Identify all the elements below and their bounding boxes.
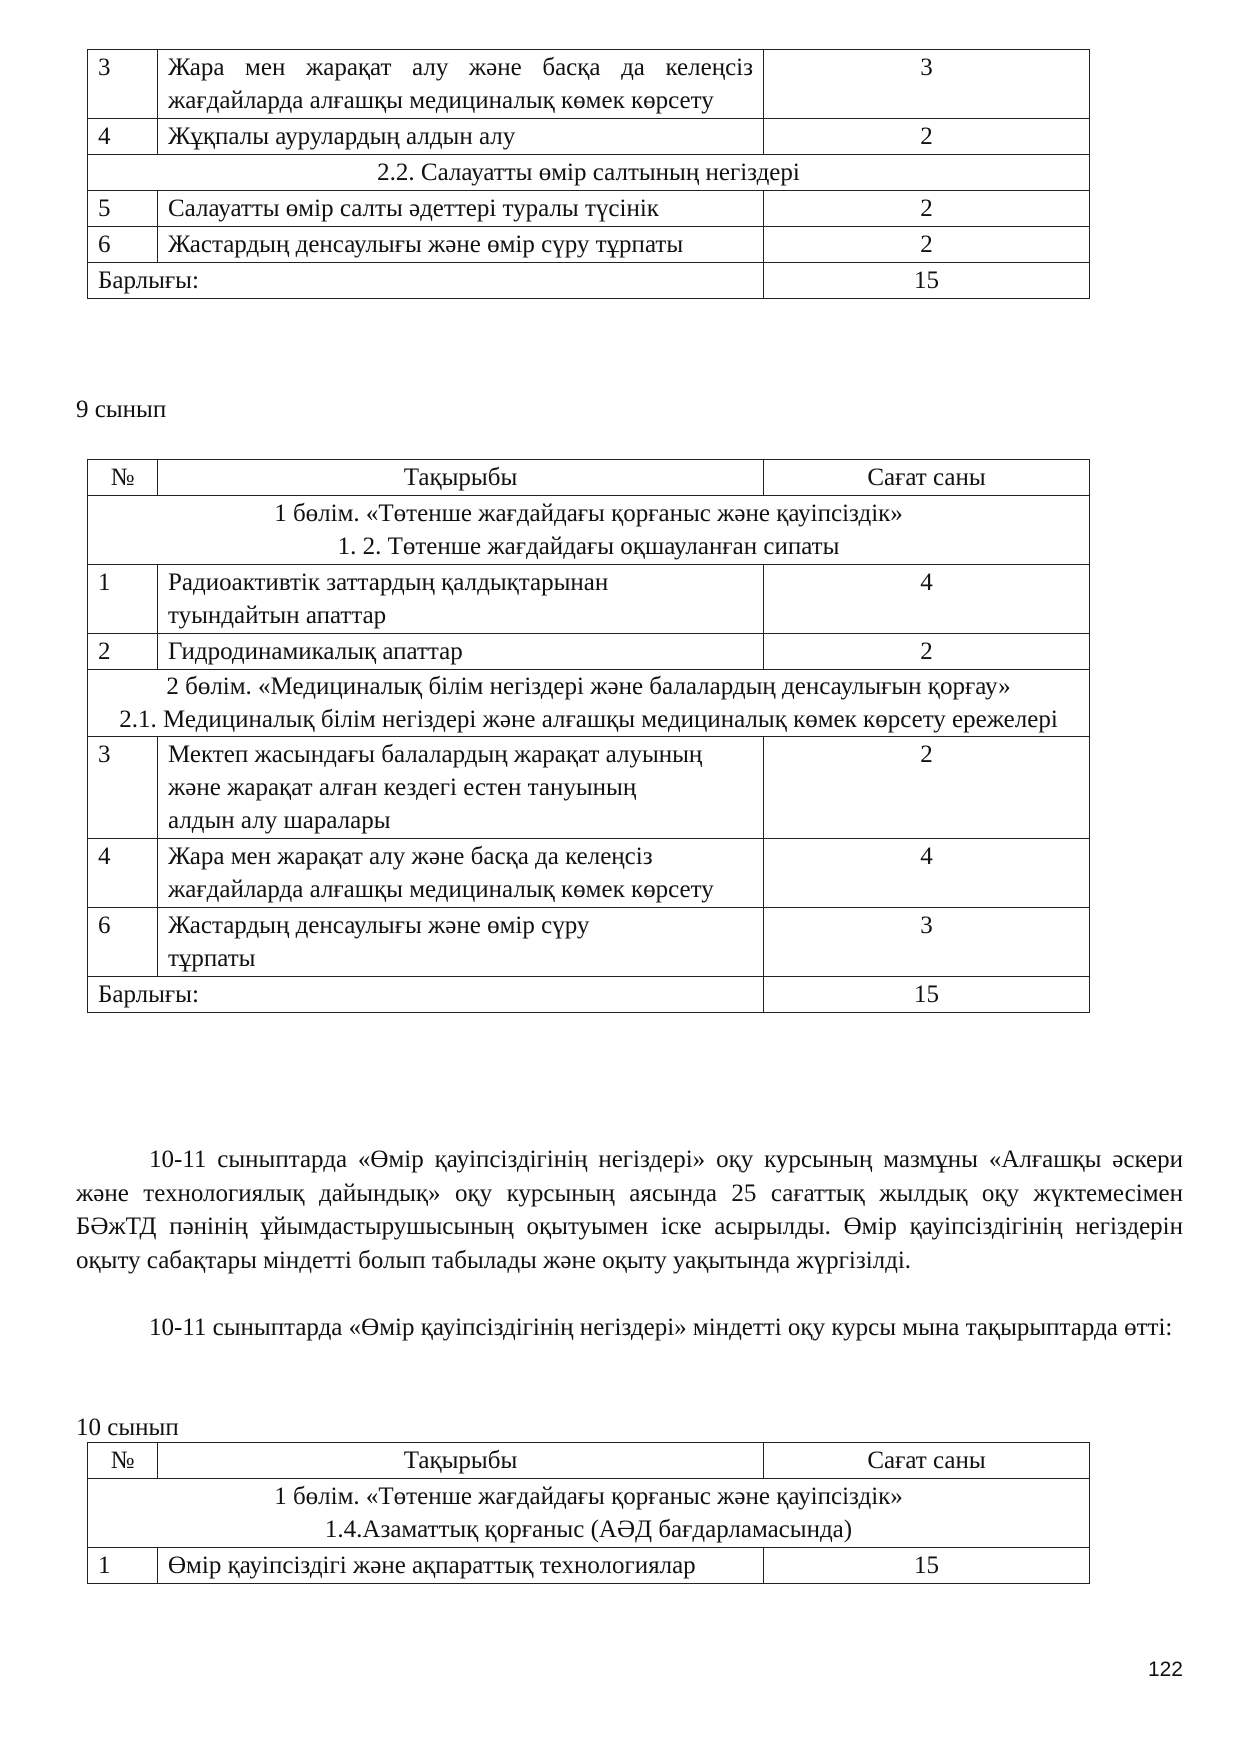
- row-hours: 3: [764, 908, 1090, 977]
- total-row: [88, 263, 1090, 299]
- grade10-heading: 10 сынып: [76, 1414, 179, 1441]
- table-row: [88, 839, 1090, 908]
- table-row: [88, 908, 1090, 977]
- row-hours: 4: [764, 839, 1090, 908]
- row-topic: Мектеп жасындағы балалардың жарақат алуының және жарақат алған кездегі естен тануының алдын алу шаралары: [158, 737, 764, 839]
- row-topic: Жұқпалы аурулардың алдын алу: [158, 119, 764, 155]
- section-line: 1 бөлім. «Төтенше жағдайдағы қорғаныс және қауіпсіздік»: [274, 1483, 903, 1510]
- section-title: [88, 1479, 1090, 1548]
- row-hours: 2: [764, 634, 1090, 670]
- body-paragraph: 10-11 сыныптарда «Өмір қауіпсіздігінің негіздері» міндетті оқу курсы мына тақырыптарда өтті:: [149, 1314, 1173, 1341]
- section-subtitle: 2.1. Медициналық білім негіздері және алғашқы медициналық көмек көрсету ережелері: [119, 706, 1058, 733]
- table-grade9: [87, 459, 1090, 1013]
- row-number: 3: [88, 737, 158, 839]
- total-row: [88, 977, 1090, 1013]
- row-number: 5: [88, 191, 158, 227]
- section-title: [88, 496, 1090, 565]
- row-hours: 2: [764, 737, 1090, 839]
- row-topic: Салауатты өмір салты әдеттері туралы түсінік: [158, 191, 764, 227]
- row-number: 4: [88, 839, 158, 908]
- table-row: [88, 634, 1090, 670]
- section-subtitle: 1. 2. Төтенше жағдайдағы оқшауланған сипаты: [337, 533, 840, 560]
- header-topic: Тақырыбы: [158, 460, 764, 496]
- grade9-heading: 9 сынып: [76, 396, 167, 423]
- table-row: [88, 227, 1090, 263]
- total-label: Барлығы:: [88, 263, 764, 299]
- header-hours: Сағат саны: [764, 460, 1090, 496]
- page-number: 122: [1147, 1658, 1183, 1681]
- row-hours: 2: [764, 227, 1090, 263]
- table-row: [88, 1548, 1090, 1584]
- row-hours: 3: [764, 50, 1090, 119]
- body-paragraph: 10-11 сыныптарда «Өмір қауіпсіздігінің негіздері» оқу курсының мазмұны «Алғашқы әскери және технологиялық дайындық» оқу курсының аясында 25 сағаттық жылдық оқу жүктемесімен БӘжТД пәнінің ұйымдастырушысының оқытуымен іске асырылды. Өмір қауіпсіздігінің негіздерін оқыту сабақтары міндетті болып табылады және оқыту уақытында жүргізілді.: [76, 1146, 1183, 1274]
- total-hours: 15: [764, 263, 1090, 299]
- section-row: [88, 496, 1090, 565]
- row-number: 6: [88, 908, 158, 977]
- section-line: 1 бөлім. «Төтенше жағдайдағы қорғаныс және қауіпсіздік»: [274, 500, 903, 527]
- section-title: [88, 670, 1090, 737]
- row-number: 3: [88, 50, 158, 119]
- table-continuation: [87, 49, 1090, 299]
- table-row: [88, 737, 1090, 839]
- row-topic: Жастардың денсаулығы және өмір сүру тұрпаты: [158, 227, 764, 263]
- section-row: [88, 1479, 1090, 1548]
- table-row: [88, 191, 1090, 227]
- section-title: 2.2. Салауатты өмір салтының негіздері: [88, 155, 1090, 191]
- header-topic: Тақырыбы: [158, 1443, 764, 1479]
- row-number: 1: [88, 1548, 158, 1584]
- row-number: 1: [88, 565, 158, 634]
- total-hours: 15: [764, 977, 1090, 1013]
- row-number: 2: [88, 634, 158, 670]
- row-topic: Жара мен жарақат алу және басқа да келеңсіз жағдайларда алғашқы медициналық көмек көрсету: [158, 50, 764, 119]
- section-line: 2 бөлім. «Медициналық білім негіздері және балалардың денсаулығын қорғау»: [166, 673, 1011, 700]
- row-topic: Өмір қауіпсіздігі және ақпараттық технологиялар: [158, 1548, 764, 1584]
- table-row: [88, 50, 1090, 119]
- header-number: №: [88, 460, 158, 496]
- row-hours: 4: [764, 565, 1090, 634]
- section-row: [88, 670, 1090, 737]
- header-number: №: [88, 1443, 158, 1479]
- header-hours: Сағат саны: [764, 1443, 1090, 1479]
- table-header-row: [88, 460, 1090, 496]
- total-label: Барлығы:: [88, 977, 764, 1013]
- table-grade10: [87, 1442, 1090, 1584]
- table-header-row: [88, 1443, 1090, 1479]
- row-number: 4: [88, 119, 158, 155]
- section-subtitle: 1.4.Азаматтық қорғаныс (АӘД бағдарламасында): [324, 1516, 853, 1543]
- table-row: [88, 119, 1090, 155]
- row-topic: Жара мен жарақат алу және басқа да келеңсіз жағдайларда алғашқы медициналық көмек көрсету: [158, 839, 764, 908]
- row-hours: 2: [764, 191, 1090, 227]
- row-topic: Гидродинамикалық апаттар: [158, 634, 764, 670]
- row-hours: 15: [764, 1548, 1090, 1584]
- table-row: [88, 565, 1090, 634]
- section-row: [88, 155, 1090, 191]
- row-hours: 2: [764, 119, 1090, 155]
- row-topic: Жастардың денсаулығы және өмір сүру тұрпаты: [158, 908, 764, 977]
- row-number: 6: [88, 227, 158, 263]
- row-topic: Радиоактивтік заттардың қалдықтарынан туындайтын апаттар: [158, 565, 764, 634]
